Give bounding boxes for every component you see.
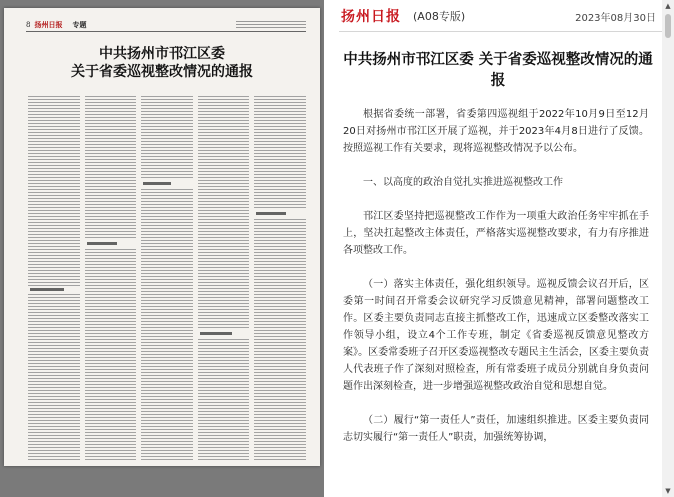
article-section-heading: 一、以高度的政治自觉扎实推进巡视整改工作 [363, 177, 563, 188]
paper-column [85, 90, 137, 460]
newspaper-page-image[interactable] [4, 8, 320, 466]
page-thumbnail-pane[interactable] [0, 0, 324, 497]
paper-logo: 扬州日报 [34, 19, 63, 29]
article-paragraph: 根据省委统一部署，省委第四巡视组于2022年10月9日至12月20日对扬州市邗江区开展了巡视，并于2023年4月8日进行了反馈。按照巡视工作有关要求，现将巡视整改情况予以公布。 [343, 109, 649, 154]
paper-title-line-1: 中共扬州市邗江区委 [99, 46, 225, 62]
header-divider [339, 31, 663, 32]
paper-column-name: 专题 [72, 19, 87, 29]
paper-title-line-2: 关于省委巡视整改情况的通报 [71, 64, 253, 80]
paper-column [28, 90, 80, 460]
paper-meta-lines [236, 21, 306, 28]
paper-column [141, 90, 193, 460]
article-title: 中共扬州市邗江区委 关于省委巡视整改情况的通报 [343, 52, 653, 89]
edition-label: (A08专版) [413, 10, 466, 23]
paper-page-number: 8 [26, 20, 31, 29]
paper-text-columns [28, 90, 306, 460]
article-body [343, 106, 649, 463]
article-pane [329, 0, 674, 497]
article-paragraph: 邗江区委坚持把巡视整改工作作为一项重大政治任务牢牢抓在手上，坚决扛起整改主体责任，严格落实巡视整改要求，有力有序推进各项整改工作。 [343, 211, 649, 256]
paper-masthead [26, 18, 306, 32]
scroll-down-arrow-icon[interactable]: ▼ [665, 487, 671, 495]
article-paragraph: （一）落实主体责任，强化组织领导。巡视反馈会议召开后，区委第一时间召开常委会议研究学习反馈意见精神，部署问题整改工作。区委主要负责同志直接主抓整改工作，迅速成立区委整改落实工作领导小组，设立4个工作专班，制定《省委巡视反馈意见整改方案》。区委常委班子召开区委巡视整改专题民主生活会，区委主要负责人代表班子作了深刻对照检查，所有常委班子成员分别就自身负责问题作出深刻检查，进一步增强巡视整改政治自觉和思想自觉。 [343, 279, 649, 392]
scroll-up-arrow-icon[interactable]: ▲ [665, 2, 671, 10]
article-header [329, 0, 674, 32]
paper-column [254, 90, 306, 460]
newspaper-logo[interactable]: 扬州日报 [341, 9, 401, 25]
scrollbar-thumb[interactable] [665, 14, 671, 38]
article-paragraph: （二）履行“第一责任人”责任，加速组织推进。区委主要负责同志切实履行“第一责任人”职责，加强统筹协调， [343, 415, 649, 443]
publish-date: 2023年08月30日 [575, 12, 656, 24]
paper-column [198, 90, 250, 460]
vertical-scrollbar[interactable] [662, 0, 674, 497]
